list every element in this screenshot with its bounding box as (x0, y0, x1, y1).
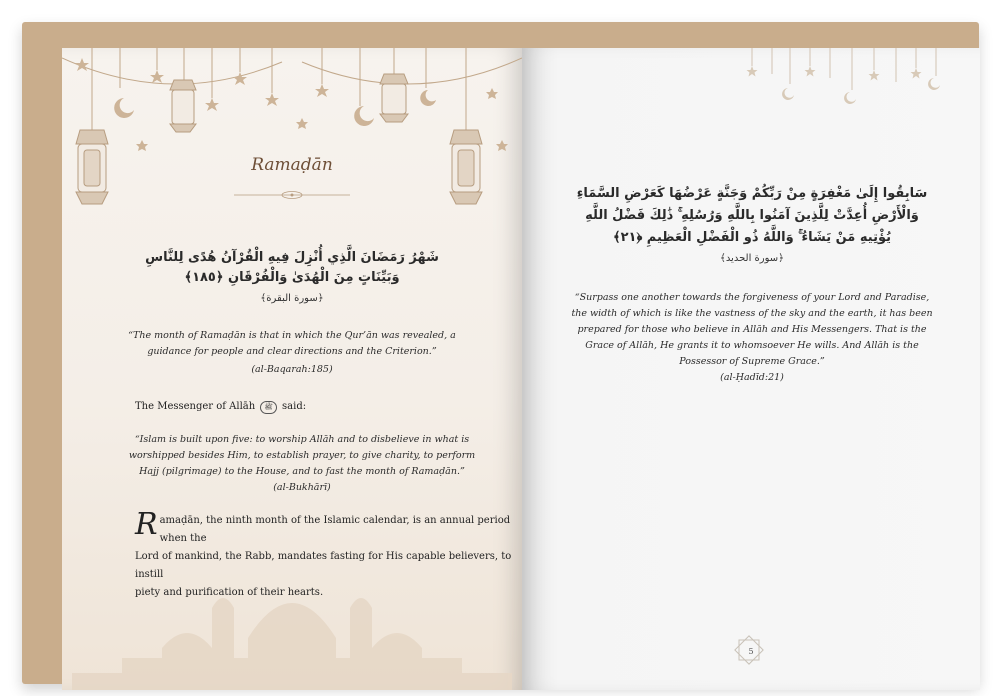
star-icon (747, 66, 922, 81)
paragraph-line: piety and purification of their hearts. (135, 587, 324, 598)
hadith-line: “Islam is built upon five: to worship Allāh and to disbelieve in what is (134, 434, 470, 445)
quran-translation-line: guidance for people and clear directions and the Criterion.” (147, 346, 437, 357)
surah-label: ﴿سورة البقرة﴾ (260, 293, 324, 304)
translation-line: prepared for those who believe in Allāh and His Messengers. That is the (577, 324, 927, 335)
intro-paragraph (135, 507, 520, 602)
hadith-line: worshipped besides Him, to establish prayer, to give charity, to perform (128, 450, 476, 461)
hadith-line: Hajj (pilgrimage) to the House, and to fast the month of Ramaḍān.” (139, 466, 465, 477)
hadith-intro (135, 401, 306, 414)
book (22, 22, 979, 684)
hadith-intro-text: The Messenger of Allāh (135, 401, 256, 412)
salawat-icon: ﷺ (260, 401, 276, 414)
quran-arabic-line: يُؤْتِيهِ مَنْ يَشَاءُ ۚ وَاللَّهُ ذُو الْفَضْلِ الْعَظِيمِ ﴿٢١﴾ (613, 230, 891, 245)
quran-reference: (al-Ḥadīd:21) (720, 372, 784, 383)
translation-line: Possessor of Supreme Grace.” (679, 356, 825, 367)
quran-arabic-line: شَهْرُ رَمَضَانَ الَّذِي أُنْزِلَ فِيهِ الْقُرْآنُ هُدًى لِلنَّاسِ (145, 250, 439, 265)
drop-cap: R (135, 507, 158, 542)
ornamental-divider (234, 190, 350, 200)
quran-arabic-line: وَبَيِّنَاتٍ مِنَ الْهُدَىٰ وَالْفُرْقَانِ ﴿١٨٥﴾ (184, 270, 400, 285)
paragraph-line: Lord of mankind, the Rabb, mandates fasting for His capable believers, to instill (135, 551, 512, 580)
page-title: Ramaḍān (251, 155, 333, 175)
translation-line: “Surpass one another towards the forgiveness of your Lord and Paradise, (574, 292, 930, 303)
lantern-icon (170, 80, 196, 132)
left-page (62, 48, 522, 690)
quran-arabic-line: وَالْأَرْضِ أُعِدَّتْ لِلَّذِينَ آمَنُوا بِاللَّهِ وَرُسُلِهِ ۚ ذَٰلِكَ فَضْلُ اللَّهِ (585, 208, 919, 223)
surah-label: ﴿سورة الحديد﴾ (719, 253, 785, 264)
hadith-intro-text: said: (282, 401, 307, 412)
lantern-icon (380, 74, 408, 122)
star-icon (75, 58, 508, 151)
paragraph-line: amaḍān, the ninth month of the Islamic calendar, is an annual period when the (159, 515, 511, 544)
page-number: 5 (748, 647, 754, 656)
hadith-reference: (al-Bukhārī) (273, 482, 331, 493)
translation-line: the width of which is like the vastness of the sky and the earth, it has been (571, 308, 933, 319)
right-page (522, 48, 980, 690)
translation-line: Grace of Allāh, He grants it to whomsoever He wills. And Allāh is the (585, 340, 919, 351)
crescent-moon-icon (782, 78, 940, 104)
mosque-silhouette-icon (72, 598, 512, 690)
quran-translation-line: “The month of Ramaḍān is that in which the Qur’ān was revealed, a (128, 330, 456, 341)
quran-arabic-line: سَابِقُوا إِلَىٰ مَغْفِرَةٍ مِنْ رَبِّكُمْ وَجَنَّةٍ عَرْضُهَا كَعَرْضِ السَّمَاءِ (576, 186, 928, 201)
quran-reference: (al-Baqarah:185) (251, 364, 333, 375)
